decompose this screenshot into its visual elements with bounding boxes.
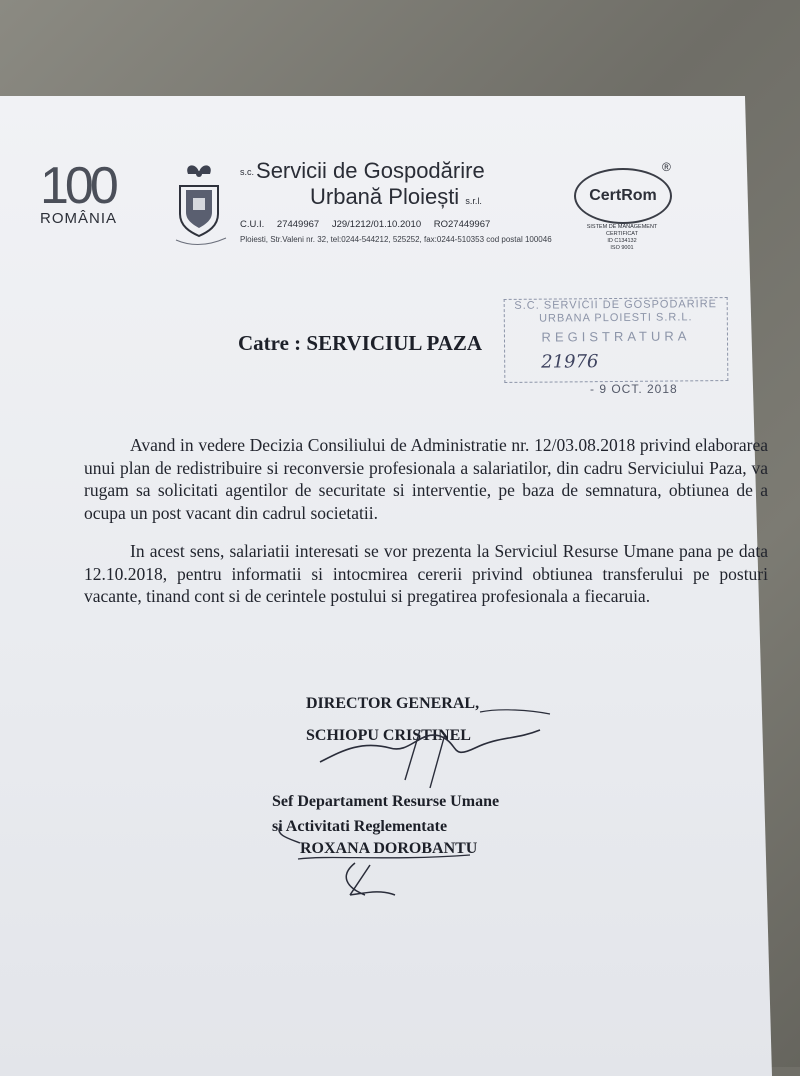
hr-title-line1: Sef Departament Resurse Umane	[272, 793, 500, 810]
company-name-line1: Servicii de Gospodărire	[256, 158, 485, 183]
registered-icon: ®	[662, 160, 671, 174]
stamp-line1: S.C. SERVICII DE GOSPODARIRE	[514, 298, 718, 312]
stamp-date: - 9 OCT. 2018	[590, 382, 678, 396]
certrom-logo	[574, 160, 671, 252]
company-prefix: s.c.	[240, 167, 255, 178]
company-name-line2: Urbană Ploiești	[310, 184, 460, 210]
logo-romania-text: ROMÂNIA	[40, 210, 118, 227]
company-address: Ploiesti, Str.Valeni nr. 32, tel:0244-544212, 525252, fax:0244-510353 cod postal 100046	[240, 235, 552, 245]
logo-100-text: 100	[40, 157, 115, 215]
company-registration: J29/1212/01.10.2010	[331, 219, 422, 231]
director-name: SCHIOPU CRISTINEL	[306, 727, 471, 744]
company-header	[240, 158, 580, 244]
cert-line2: ID C134132	[607, 238, 637, 244]
hr-title-line2: si Activitati Reglementate	[272, 818, 448, 835]
company-suffix: s.r.l.	[465, 196, 482, 207]
logo-subline	[40, 227, 150, 233]
director-title: DIRECTOR GENERAL,	[306, 695, 480, 712]
cert-line3: ISO 9001	[610, 245, 634, 251]
stamp-line2: URBANA PLOIESTI S.R.L.	[539, 311, 693, 325]
recipient-heading: Catre : SERVICIUL PAZA	[238, 331, 483, 355]
cert-line1: SISTEM DE MANAGEMENT CERTIFICAT	[586, 224, 658, 237]
hr-name: ROXANA DOROBANTU	[300, 840, 478, 857]
registry-stamp	[504, 297, 729, 383]
body-paragraph-2: In acest sens, salariatii interesati se vor prezenta la Serviciul Resurse Umane pana pe data 12.10.2018, pentru informatii si intocmirea cererii privind obtiunea transferului pe posturi vacante, tinand cont si de cerintele postului si pregatirea profesionala a fiecaruia.	[84, 541, 768, 606]
certrom-name: CertRom	[574, 168, 672, 224]
romania-centenary-logo	[40, 157, 150, 233]
hr-signature-icon	[270, 815, 490, 905]
body-paragraph-1: Avand in vedere Decizia Consiliului de Administratie nr. 12/03.08.2018 privind elaborarea unui plan de redistribuire si reconversie profesionala a salariatilor, din cadru Serviciului Paza, va rugam sa solicitati agentilor de securitate si interventie, pe baza de semnatura, obtiunea de a ocupa un post vacant din cadrul societatii.	[84, 435, 768, 523]
stamp-number: 21976	[541, 351, 599, 373]
city-crest-icon	[166, 160, 236, 250]
director-signature-icon	[300, 700, 560, 790]
company-ro: RO27449967	[433, 219, 491, 231]
stamp-line3: REGISTRATURA	[541, 328, 691, 345]
company-cui: C.U.I. 27449967	[240, 219, 320, 231]
